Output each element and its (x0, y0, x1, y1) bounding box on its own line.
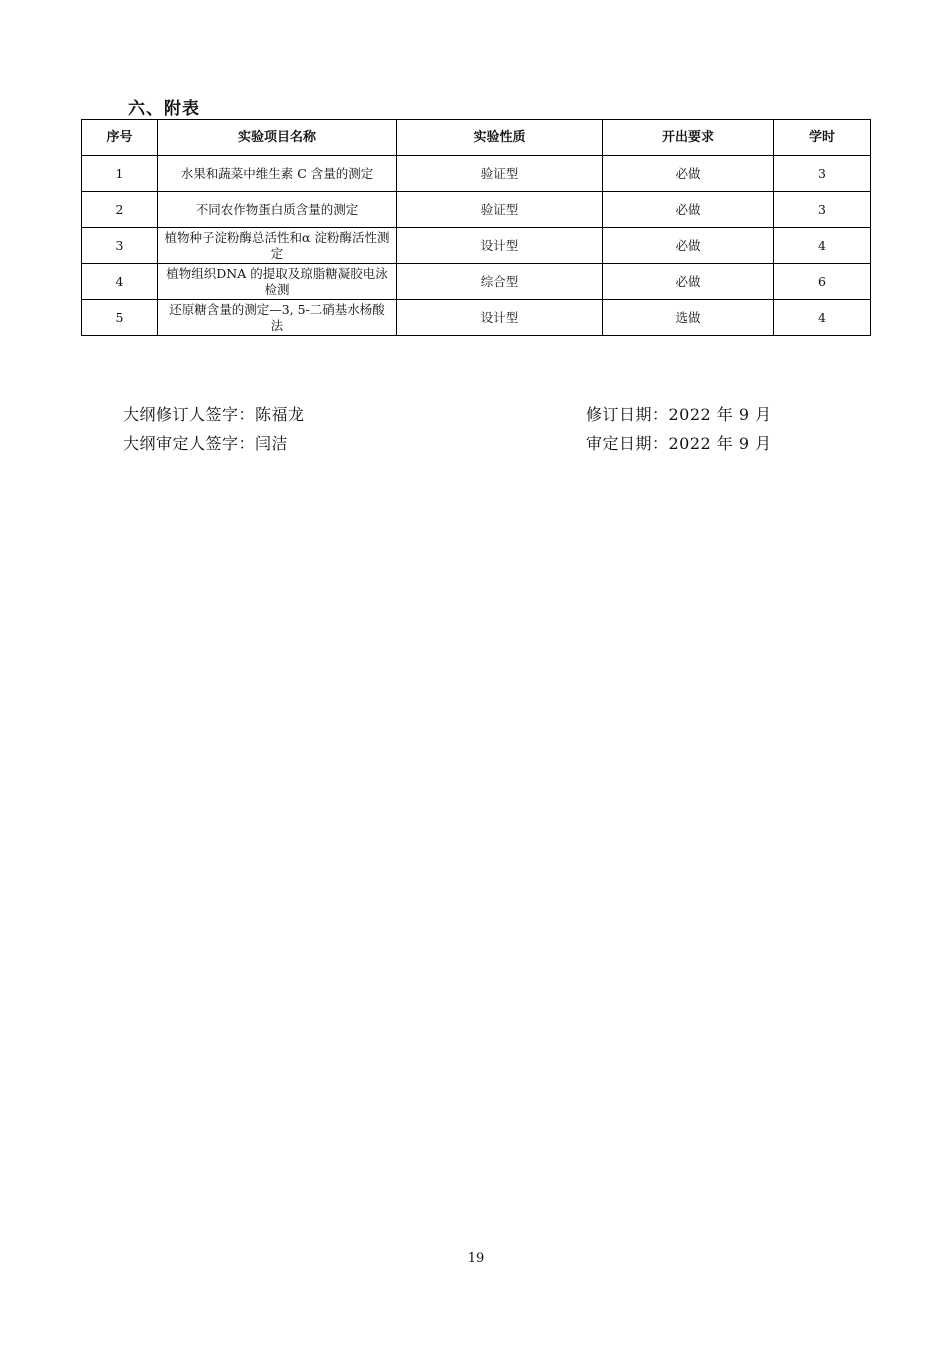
cell-name: 水果和蔬菜中维生素 C 含量的测定 (158, 156, 397, 192)
cell-requirement: 必做 (603, 156, 774, 192)
cell-no: 3 (82, 228, 158, 264)
table-row (82, 264, 871, 300)
revise-date: 修订日期：2022 年 9 月 (586, 405, 772, 424)
header-nature: 实验性质 (397, 120, 603, 156)
header-no: 序号 (82, 120, 158, 156)
cell-nature: 设计型 (397, 300, 603, 336)
header-requirement: 开出要求 (603, 120, 774, 156)
cell-requirement: 必做 (603, 264, 774, 300)
cell-nature: 验证型 (397, 156, 603, 192)
cell-name: 植物种子淀粉酶总活性和α 淀粉酶活性测定 (158, 228, 397, 264)
page-number: 19 (467, 1251, 485, 1266)
cell-nature: 设计型 (397, 228, 603, 264)
cell-name: 还原糖含量的测定—3, 5-二硝基水杨酸法 (158, 300, 397, 336)
cell-hours: 3 (774, 192, 871, 228)
reviser-signature: 大纲修订人签字：陈福龙 (123, 405, 305, 424)
cell-name: 植物组织DNA 的提取及琼脂糖凝胶电泳检测 (158, 264, 397, 300)
table-header-row (82, 120, 871, 156)
cell-requirement: 必做 (603, 228, 774, 264)
header-name: 实验项目名称 (158, 120, 397, 156)
appendix-table (81, 119, 871, 336)
section-title: 六、附表 (128, 99, 200, 119)
cell-hours: 3 (774, 156, 871, 192)
table-row (82, 228, 871, 264)
table-row (82, 156, 871, 192)
cell-no: 1 (82, 156, 158, 192)
cell-no: 4 (82, 264, 158, 300)
cell-requirement: 选做 (603, 300, 774, 336)
cell-nature: 综合型 (397, 264, 603, 300)
table-row (82, 300, 871, 336)
cell-hours: 6 (774, 264, 871, 300)
cell-no: 5 (82, 300, 158, 336)
approve-date: 审定日期：2022 年 9 月 (586, 434, 772, 453)
header-hours: 学时 (774, 120, 871, 156)
approver-signature: 大纲审定人签字：闫洁 (123, 434, 289, 453)
cell-hours: 4 (774, 300, 871, 336)
cell-no: 2 (82, 192, 158, 228)
cell-name: 不同农作物蛋白质含量的测定 (158, 192, 397, 228)
table-row (82, 192, 871, 228)
cell-requirement: 必做 (603, 192, 774, 228)
cell-hours: 4 (774, 228, 871, 264)
cell-nature: 验证型 (397, 192, 603, 228)
